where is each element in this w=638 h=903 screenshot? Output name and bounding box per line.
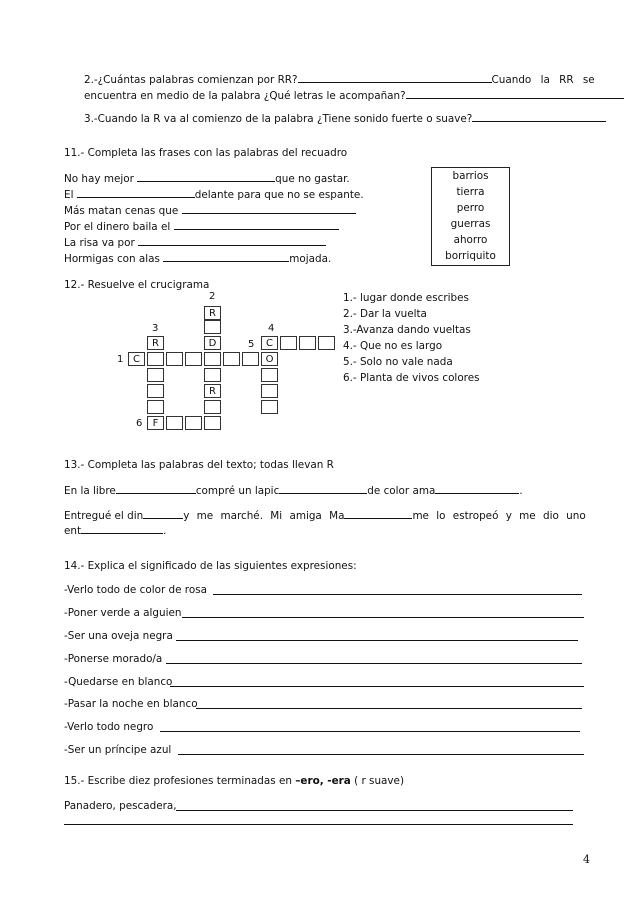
- clue: 5.- Solo no vale nada: [343, 356, 453, 368]
- crossword-cell[interactable]: [204, 368, 221, 382]
- crossword-cell[interactable]: [318, 336, 335, 350]
- text: compré un lapic: [195, 485, 280, 497]
- sentence-text: delante para que no se espante.: [194, 189, 364, 201]
- text: ent: [64, 525, 82, 537]
- sentence-text: Por el dinero baila el: [64, 221, 174, 233]
- text: En la libre: [64, 485, 116, 497]
- text: 15.- Escribe diez profesiones terminadas en: [64, 775, 296, 787]
- word-item: tierra: [456, 186, 485, 198]
- crossword-cell[interactable]: R: [204, 384, 221, 398]
- answer-blank[interactable]: [163, 251, 289, 262]
- crossword-cell[interactable]: [204, 352, 221, 366]
- sentence-text: Más matan cenas que: [64, 205, 182, 217]
- clue: 4.- Que no es largo: [343, 340, 443, 352]
- answer-blank[interactable]: [182, 203, 356, 214]
- clue: 3.-Avanza dando vueltas: [343, 324, 471, 336]
- text: .: [519, 485, 523, 497]
- crossword-cell[interactable]: [147, 400, 164, 414]
- answer-blank[interactable]: [174, 219, 339, 230]
- answer-blank[interactable]: [138, 235, 326, 246]
- answer-blank[interactable]: [143, 508, 183, 519]
- q14-item-8: -Ser un príncipe azul: [64, 744, 172, 756]
- word-item: borriquito: [445, 250, 496, 262]
- q10-p2-line1: [84, 72, 595, 87]
- q11-sentence-5: [64, 235, 326, 250]
- q11-sentence-3: [64, 203, 356, 218]
- page-number: 4: [583, 853, 590, 866]
- answer-blank[interactable]: [116, 483, 196, 494]
- answer-blank[interactable]: [279, 483, 367, 494]
- crossword-cell[interactable]: [261, 368, 278, 382]
- text: me lo estropeó y me dio uno: [412, 510, 586, 522]
- clue-number-1: 1: [117, 354, 124, 365]
- q11-sentence-6: [64, 251, 331, 266]
- q10-p2-text2: encuentra en medio de la palabra ¿Qué letras le acompañan?: [84, 90, 406, 102]
- crossword-cell[interactable]: C: [261, 336, 278, 350]
- crossword-cell[interactable]: R: [147, 336, 164, 350]
- answer-line[interactable]: [166, 663, 582, 664]
- q12-title: 12.- Resuelve el crucigrama: [64, 279, 210, 291]
- clue-number-6: 6: [136, 418, 143, 429]
- q10-p3-line: [84, 111, 606, 126]
- crossword-cell[interactable]: [166, 416, 183, 430]
- answer-blank[interactable]: [472, 111, 606, 122]
- crossword-cell[interactable]: [185, 416, 202, 430]
- answer-blank[interactable]: [137, 171, 275, 182]
- crossword-cell[interactable]: [261, 384, 278, 398]
- answer-blank[interactable]: [344, 508, 412, 519]
- crossword-cell[interactable]: [185, 352, 202, 366]
- answer-line[interactable]: [178, 754, 584, 755]
- q15-line-1: Panadero, pescadera,: [64, 800, 177, 812]
- clue: 2.- Dar la vuelta: [343, 308, 427, 320]
- q11-sentence-2: [64, 187, 364, 202]
- answer-line[interactable]: [64, 824, 573, 825]
- text: ( r suave): [350, 775, 405, 787]
- crossword-cell[interactable]: [147, 384, 164, 398]
- q10-p2-text: 2.-¿Cuántas palabras comienzan por RR?: [84, 74, 298, 86]
- q13-line-1: [64, 483, 523, 498]
- crossword-cell[interactable]: [280, 336, 297, 350]
- text: .: [163, 525, 167, 537]
- clue-number-4: 4: [268, 323, 275, 334]
- crossword-cell[interactable]: [147, 352, 164, 366]
- crossword-cell[interactable]: [299, 336, 316, 350]
- crossword-cell[interactable]: [166, 352, 183, 366]
- sentence-text: La risa va por: [64, 237, 139, 249]
- word-item: ahorro: [453, 234, 488, 246]
- answer-line[interactable]: [213, 594, 582, 595]
- q14-item-5: -Quedarse en blanco: [64, 676, 173, 688]
- crossword-cell[interactable]: D: [204, 336, 221, 350]
- answer-blank[interactable]: [435, 483, 519, 494]
- sentence-text: que no gastar.: [275, 173, 350, 185]
- answer-line[interactable]: [182, 617, 584, 618]
- q14-item-6: -Pasar la noche en blanco: [64, 698, 198, 710]
- sentence-text: Hormigas con alas: [64, 253, 164, 265]
- q13-line-2: [64, 508, 586, 523]
- q11-sentence-4: [64, 219, 339, 234]
- crossword-cell[interactable]: C: [128, 352, 145, 366]
- answer-blank[interactable]: [81, 523, 163, 534]
- crossword-cell[interactable]: [242, 352, 259, 366]
- q10-p2-text-b: Cuando la RR se: [491, 74, 595, 86]
- answer-line[interactable]: [170, 686, 584, 687]
- clue-number-2: 2: [209, 291, 216, 302]
- crossword-cell[interactable]: [261, 400, 278, 414]
- clue: 6.- Planta de vivos colores: [343, 372, 480, 384]
- clue: 1.- lugar donde escribes: [343, 292, 469, 304]
- text: y me marché. Mi amiga Ma: [183, 510, 345, 522]
- q10-p2-line2: [84, 88, 624, 103]
- sentence-text: mojada.: [289, 253, 332, 265]
- word-item: perro: [456, 202, 485, 214]
- q13-title: 13.- Completa las palabras del texto; todas llevan R: [64, 459, 334, 471]
- q13-line-3: [64, 523, 166, 538]
- answer-line[interactable]: [176, 810, 573, 811]
- crossword-cell[interactable]: F: [147, 416, 164, 430]
- answer-blank[interactable]: [298, 72, 492, 83]
- word-item: barrios: [452, 170, 489, 182]
- clue-number-3: 3: [152, 323, 159, 334]
- q15-title: [64, 775, 404, 788]
- q14-item-4: -Ponerse morado/a: [64, 653, 163, 665]
- crossword-cell[interactable]: [204, 320, 221, 334]
- answer-line[interactable]: [160, 731, 580, 732]
- q14-item-1: -Verlo todo de color de rosa: [64, 584, 207, 596]
- word-box: [431, 167, 510, 266]
- q10-p3-text: 3.-Cuando la R va al comienzo de la palabra ¿Tiene sonido fuerte o suave?: [84, 113, 473, 125]
- sentence-text: No hay mejor: [64, 173, 138, 185]
- sentence-text: El: [64, 189, 77, 201]
- text: Entregué el din: [64, 510, 144, 522]
- q11-title: 11.- Completa las frases con las palabras del recuadro: [64, 147, 348, 159]
- crossword-cell[interactable]: [204, 400, 221, 414]
- q14-title: 14.- Explica el significado de las siguientes expresiones:: [64, 560, 357, 572]
- answer-line[interactable]: [176, 640, 578, 641]
- answer-blank[interactable]: [406, 88, 624, 99]
- answer-blank[interactable]: [77, 187, 195, 198]
- q14-item-3: -Ser una oveja negra: [64, 630, 173, 642]
- q11-sentence-1: [64, 171, 350, 186]
- answer-line[interactable]: [196, 708, 582, 709]
- crossword-cell[interactable]: O: [261, 352, 278, 366]
- crossword-cell[interactable]: R: [204, 306, 221, 320]
- text: de color ama: [367, 485, 436, 497]
- clue-number-5: 5: [248, 339, 255, 350]
- q14-item-7: -Verlo todo negro: [64, 721, 154, 733]
- q14-item-2: -Poner verde a alguien: [64, 607, 182, 619]
- crossword-cell[interactable]: [223, 352, 240, 366]
- text-bold: –ero, -era: [295, 775, 351, 787]
- word-item: guerras: [450, 218, 491, 230]
- crossword-cell[interactable]: [204, 416, 221, 430]
- crossword-cell[interactable]: [147, 368, 164, 382]
